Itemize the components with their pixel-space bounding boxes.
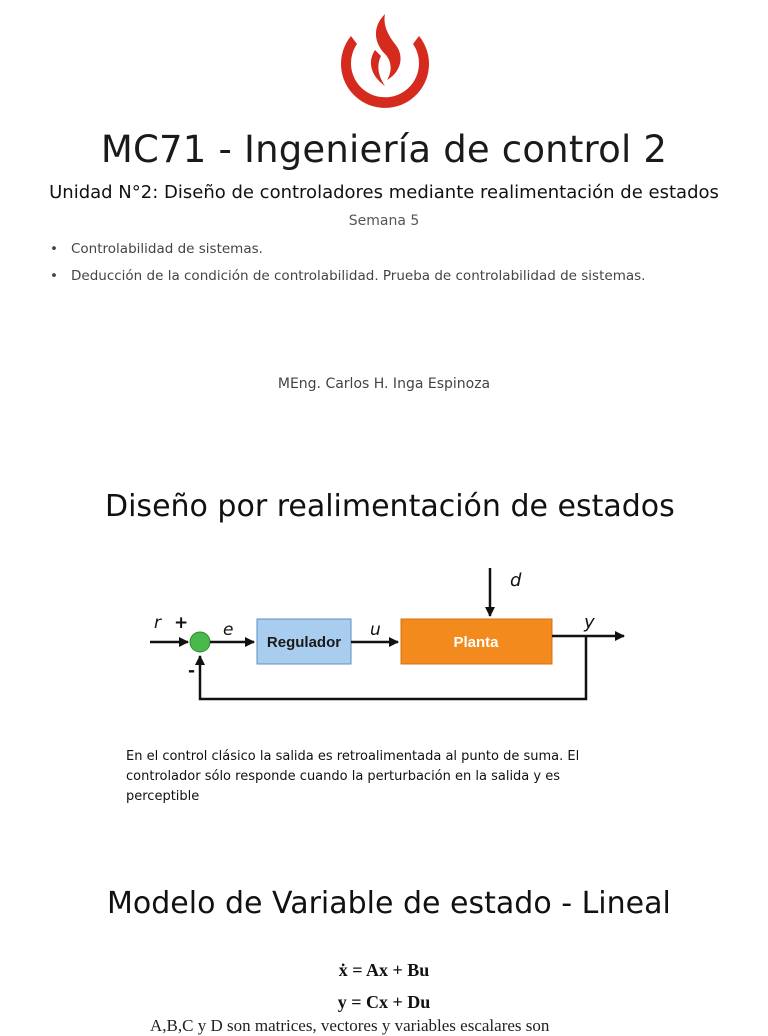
planta-label: Planta	[453, 634, 499, 651]
regulador-label: Regulador	[266, 634, 342, 651]
truncated-text: A,B,C y D son matrices, vectores y variables escalares son	[150, 1016, 550, 1035]
label-r: r	[154, 613, 161, 633]
bullet-item	[50, 268, 645, 284]
bullet-marker: •	[50, 268, 58, 284]
output-equation: y = Cx + Du	[337, 992, 431, 1012]
label-y: y	[584, 612, 595, 633]
summing-junction	[190, 632, 210, 652]
block-diagram	[140, 560, 640, 710]
label-minus: -	[188, 661, 196, 681]
logo-flame	[376, 14, 401, 80]
label-e: e	[223, 620, 234, 640]
upc-logo	[331, 10, 439, 118]
bullet-marker: •	[50, 241, 58, 257]
author-name: MEng. Carlos H. Inga Espinoza	[277, 376, 491, 392]
label-d: d	[510, 570, 522, 591]
slide-subtitle: Unidad N°2: Diseño de controladores mediante realimentación de estados	[49, 182, 719, 203]
slide-title: MC71 - Ingeniería de control 2	[100, 128, 668, 171]
bullet-text: Controlabilidad de sistemas.	[71, 241, 263, 257]
bullet-item	[50, 241, 263, 257]
section-title: Modelo de Variable de estado - Lineal	[107, 886, 671, 921]
bullet-text: Deducción de la condición de controlabilidad. Prueba de controlabilidad de sistemas.	[71, 268, 646, 284]
week-label: Semana 5	[348, 213, 420, 229]
diagram-caption: En el control clásico la salida es retroalimentada al punto de suma. El controlador sólo responde cuando la perturbación en la salida y es perceptible	[126, 749, 580, 804]
section-title: Diseño por realimentación de estados	[105, 489, 675, 524]
label-u: u	[370, 620, 381, 640]
state-equation: ẋ = Ax + Bu	[338, 960, 430, 980]
label-plus: +	[174, 613, 189, 633]
